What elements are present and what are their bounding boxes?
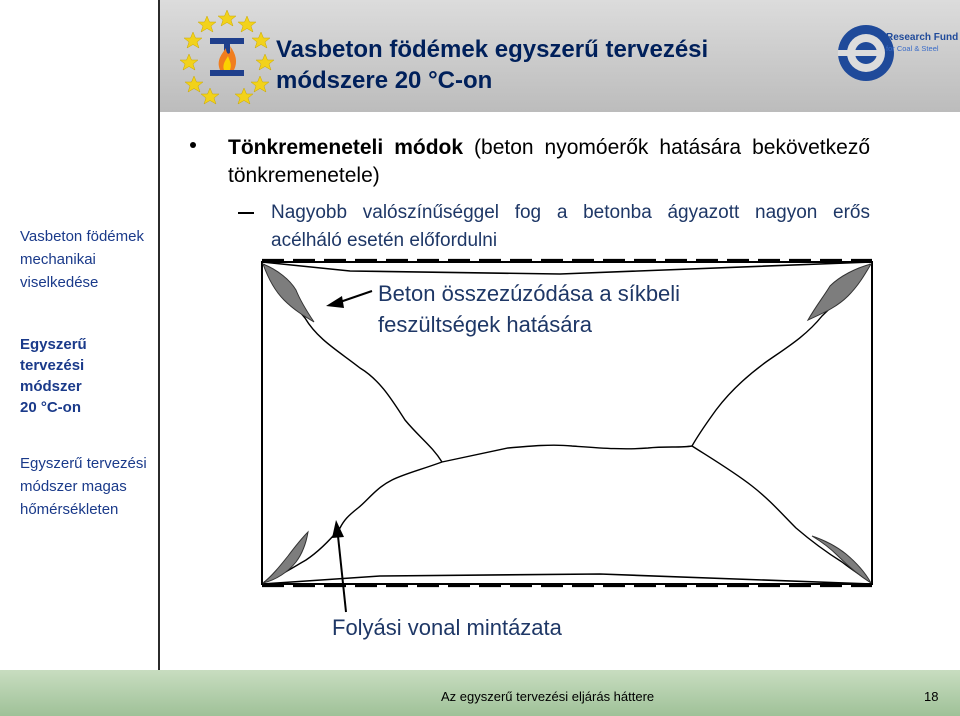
sidebar-divider [158, 0, 160, 670]
slide-footer [0, 670, 960, 716]
page-title-line2: módszere 20 °C-on [276, 67, 493, 94]
sidebar-item-mechanics-line3: viselkedése [20, 274, 99, 291]
arrow-shrinkage-head-icon [326, 296, 344, 308]
sidebar-item-mechanics-line2: mechanikai [20, 251, 96, 268]
label-concrete-crushing-line2: feszültségek hatására [378, 312, 593, 337]
research-fund-text1: Research Fund [886, 32, 959, 43]
slide-header [160, 0, 960, 112]
crushed-corner-bottom-left [263, 532, 308, 583]
arrow-shrinkage-line [340, 291, 372, 302]
sidebar [0, 0, 158, 670]
research-fund-logo-icon [836, 22, 959, 84]
label-concrete-crushing-line1: Beton összezúzódása a síkbeli [378, 281, 681, 306]
arrow-yield-head-icon [332, 520, 344, 538]
bullet-dot-icon [190, 142, 196, 148]
page-number: 18 [924, 689, 939, 704]
yield-line-center [442, 445, 692, 462]
sidebar-item-simple-method-line4: 20 °C-on [20, 399, 82, 416]
sidebar-item-simple-method-20c[interactable] [20, 334, 87, 418]
footer-text: Az egyszerű tervezési eljárás háttere [441, 689, 655, 704]
page-title-line1: Vasbeton födémek egyszerű tervezési [276, 36, 709, 63]
arrow-yield-line [338, 536, 346, 612]
sidebar-item-simple-method-line1: Egyszerű [20, 336, 87, 353]
compression-top-line [262, 262, 872, 274]
sidebar-item-high-temp-line3: hőmérsékleten [20, 501, 119, 518]
compression-bottom-line [262, 574, 872, 584]
sidebar-item-mechanics-line1: Vasbeton födémek [20, 228, 144, 245]
sidebar-item-mechanics[interactable] [20, 225, 144, 294]
research-fund-text2: for Coal & Steel [886, 44, 939, 53]
dash-icon [238, 212, 254, 214]
page-title [276, 34, 796, 96]
bullet-bold-2: módok [394, 136, 464, 159]
fire-star-logo-icon [180, 8, 274, 104]
label-concrete-crushing [378, 278, 798, 340]
sidebar-item-high-temp[interactable] [20, 452, 147, 521]
crushed-corner-bottom-right [812, 536, 871, 583]
sidebar-item-simple-method-line2: tervezési [20, 357, 85, 374]
sidebar-item-high-temp-line1: Egyszerű tervezési [20, 455, 147, 472]
crushed-corner-top-left [263, 264, 314, 322]
sub-bullet-text: Nagyobb valószínűséggel fog a betonba ágyazott nagyon erős acélháló esetén előfordulni [271, 202, 870, 251]
crushed-corner-top-right [808, 264, 871, 320]
bullet-rest: (beton nyomóerők hatására bekövetkező tönkremenetele) [228, 136, 870, 187]
label-yield-pattern: Folyási vonal mintázata [332, 615, 562, 640]
bullet-text [228, 134, 870, 190]
bullet-bold-1: Tönkremeneteli [228, 136, 384, 159]
sidebar-item-simple-method-line3: módszer [20, 378, 82, 395]
sidebar-item-high-temp-line2: módszer magas [20, 478, 127, 495]
